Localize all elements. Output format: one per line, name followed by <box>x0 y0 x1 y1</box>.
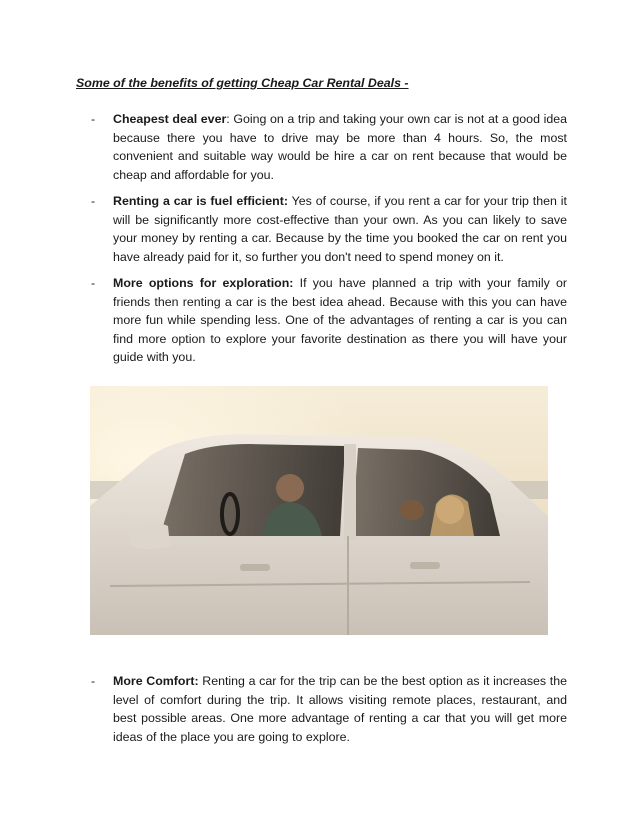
list-item-separator: : <box>226 112 230 126</box>
car-pillar <box>344 444 356 540</box>
list-item <box>91 110 567 184</box>
list-item-text <box>113 110 567 184</box>
bullet-dash: - <box>91 276 96 290</box>
list-item-title: More Comfort: <box>113 674 199 688</box>
list-item <box>91 274 567 367</box>
list-item-body: Renting a car for the trip can be the best option as it increases the level of comfort during the trip. It allows visiting remote places, restaurant, and best possible areas. One more advantage of renting a car that you will get more ideas of the place you are going to explore. <box>113 674 567 744</box>
bullet-dash: - <box>91 194 96 208</box>
list-item-body: If you have planned a trip with your family or friends then renting a car is the best idea ahead. Because with this you can have more fun while spending less. One of the advantages of renting a car is you can find more option to explore your favorite destination as there you will have your guide with you. <box>113 276 567 364</box>
list-item-title: More options for exploration: <box>113 276 294 290</box>
list-item-text <box>113 672 567 746</box>
front-door-handle <box>240 564 270 571</box>
rear-door-handle <box>410 562 440 569</box>
list-item-title: Renting a car is fuel efficient: <box>113 194 288 208</box>
bullet-dash: - <box>91 674 96 688</box>
section-heading: Some of the benefits of getting Cheap Car Rental Deals - <box>76 76 409 90</box>
list-item-body: Yes of course, if you rent a car for your trip then it will be significantly more cost-effective than your own. As you can likely to save your money by renting a car. Because by the time you booked the car on rent you have already paid for it, so further you don't need to spend money on it. <box>113 194 567 264</box>
front-window <box>160 444 345 536</box>
list-item <box>91 192 567 266</box>
list-item-title: Cheapest deal ever <box>113 112 227 126</box>
car-rental-photo <box>90 386 548 635</box>
car-photo-illustration <box>90 386 548 635</box>
list-item <box>91 672 567 746</box>
bullet-dash: - <box>91 112 96 126</box>
driver-head <box>276 474 304 502</box>
list-item-text <box>113 274 567 367</box>
list-item-text <box>113 192 567 266</box>
list-item-body: Going on a trip and taking your own car is not at a good idea because there you have to drive may be more than 4 hours. So, the most convenient and suitable way would be hire a car on rent because that would be cheap and affordable for you. <box>113 112 568 182</box>
dog <box>400 500 424 520</box>
